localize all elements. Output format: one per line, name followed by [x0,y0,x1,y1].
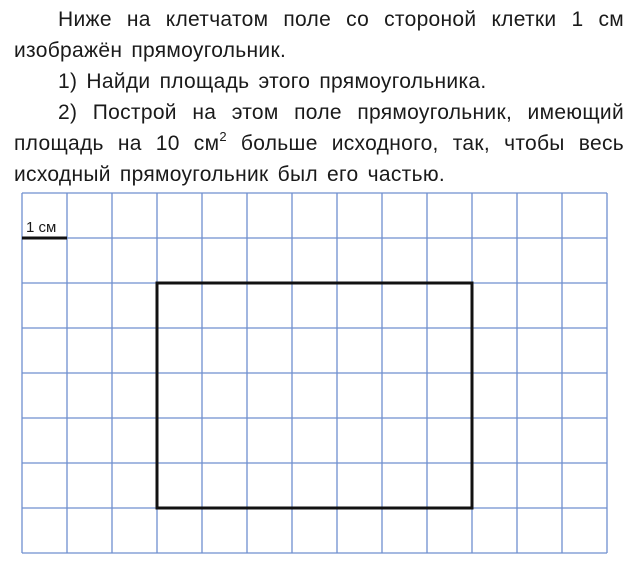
unit-label: 1 см [26,219,57,236]
unit-marker [22,219,67,238]
task-intro: Ниже на клетчатом поле со стороной клетки 1 см изображён прямоугольник. [14,8,624,62]
square-superscript: 2 [219,129,227,144]
original-rectangle [157,283,472,508]
question-2-part-1: 2) Построй на этом поле прямоугольник, имеющий площадь на 10 см [14,101,624,155]
question-1: 1) Найди площадь этого прямоугольника. [58,70,487,93]
grid-lines [22,193,607,553]
question-2-part-2: больше исходного, так, чтобы весь исходный прямоугольник был его частью. [14,132,624,186]
